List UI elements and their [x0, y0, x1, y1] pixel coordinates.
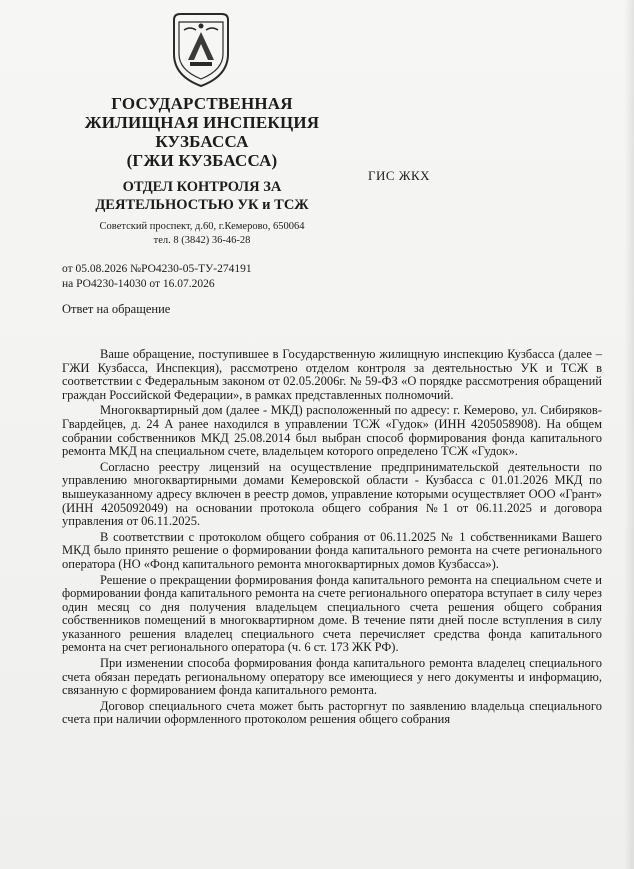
document-body [62, 348, 602, 729]
dept-name-line: ОТДЕЛ КОНТРОЛЯ ЗА [122, 179, 282, 195]
outgoing-number: от 05.08.2026 №РО4230-05-ТУ-274191 [62, 263, 252, 275]
document-reference [62, 262, 252, 292]
body-paragraph: Договор специального счета может быть расторгнут по заявлению владельца специального счета при наличии оформленного протоколом решения общего собрания [62, 698, 602, 727]
incoming-reference: на РО4230-14030 от 16.07.2026 [62, 278, 215, 290]
body-paragraph: Решение о прекращении формирования фонда капитального ремонта на специальном счете и формировании фонда капитального ремонта на счете регионального оператора вступает в силу через один месяц со дня получения владельцем специального счета решения общего собрания собственников помещений в многоквартирном доме. В течение пяти дней после вступления в силу указанного решения владелец специального счета перечисляет средства фонда капитального ремонта на счет регионального оператора (ч. 6 ст. 173 ЖК РФ). [62, 572, 602, 655]
phone-line: тел. 8 (3842) 36-46-28 [153, 235, 251, 246]
dept-name-line: ДЕЯТЕЛЬНОСТЬЮ УК и ТСЖ [95, 197, 309, 213]
body-paragraph: В соответствии с протоколом общего собрания от 06.11.2025 № 1 собственниками Вашего МКД было принято решение о формировании фонда капитального ремонта на счете регионального оператора (НО «Фонд капитального ремонта многоквартирных домов Кузбасса»). [62, 529, 602, 571]
address-line: Советский проспект, д.60, г.Кемерово, 650064 [99, 221, 305, 232]
org-name-line: КУЗБАССА [155, 132, 249, 151]
body-paragraph: При изменении способа формирования фонда капитального ремонта владелец специального счета обязан передать региональному оператору все имеющиеся у него документы и информацию, связанную с формированием фонда капитального ремонта. [62, 656, 602, 698]
organization-name [70, 94, 334, 170]
page-edge-shadow [624, 0, 634, 869]
org-name-line: ГОСУДАРСТВЕННАЯ [111, 94, 293, 113]
body-paragraph: Ваше обращение, поступившее в Государственную жилищную инспекцию Кузбасса (далее – ГЖИ Кузбасса, Инспекция), рассмотрено отделом контроля за деятельностью УК и ТСЖ в соответствии с Федеральным законом от 02.05.2006г. № 59-ФЗ «О порядке рассмотрения обращений граждан Российской Федерации», в рамках представленных полномочий. [62, 347, 602, 402]
org-name-line: (ГЖИ КУЗБАССА) [126, 151, 278, 170]
body-paragraph: Многоквартирный дом (далее - МКД) расположенный по адресу: г. Кемерово, ул. Сибиряков-Гвардейцев, д. 24 А ранее находился в управлении ТСЖ «Гудок» (ИНН 4205058908). На общем собрании собственников МКД 25.08.2014 был выбран способ формирования фонда капитального ремонта МКД на специальном счете, владельцем которого определено ТСЖ «Гудок». [62, 403, 602, 459]
org-address [70, 220, 334, 248]
body-paragraph: Согласно реестру лицензий на осуществление предпринимательской деятельности по управлению многоквартирными домами Кемеровской области - Кузбасса с 01.01.2026 МКД по вышеуказанному адресу включен в реестр домов, управление которыми осуществляет ООО «Грант» (ИНН 4205092049) на основании протокола общего собрания №1 от 06.11.2025 и договора управления от 06.11.2025. [62, 459, 602, 529]
document-subject: Ответ на обращение [62, 302, 171, 316]
org-name-line: ЖИЛИЩНАЯ ИНСПЕКЦИЯ [84, 113, 320, 132]
coat-of-arms-icon [170, 10, 232, 88]
department-name [70, 178, 334, 214]
recipient: ГИС ЖКХ [368, 168, 431, 183]
